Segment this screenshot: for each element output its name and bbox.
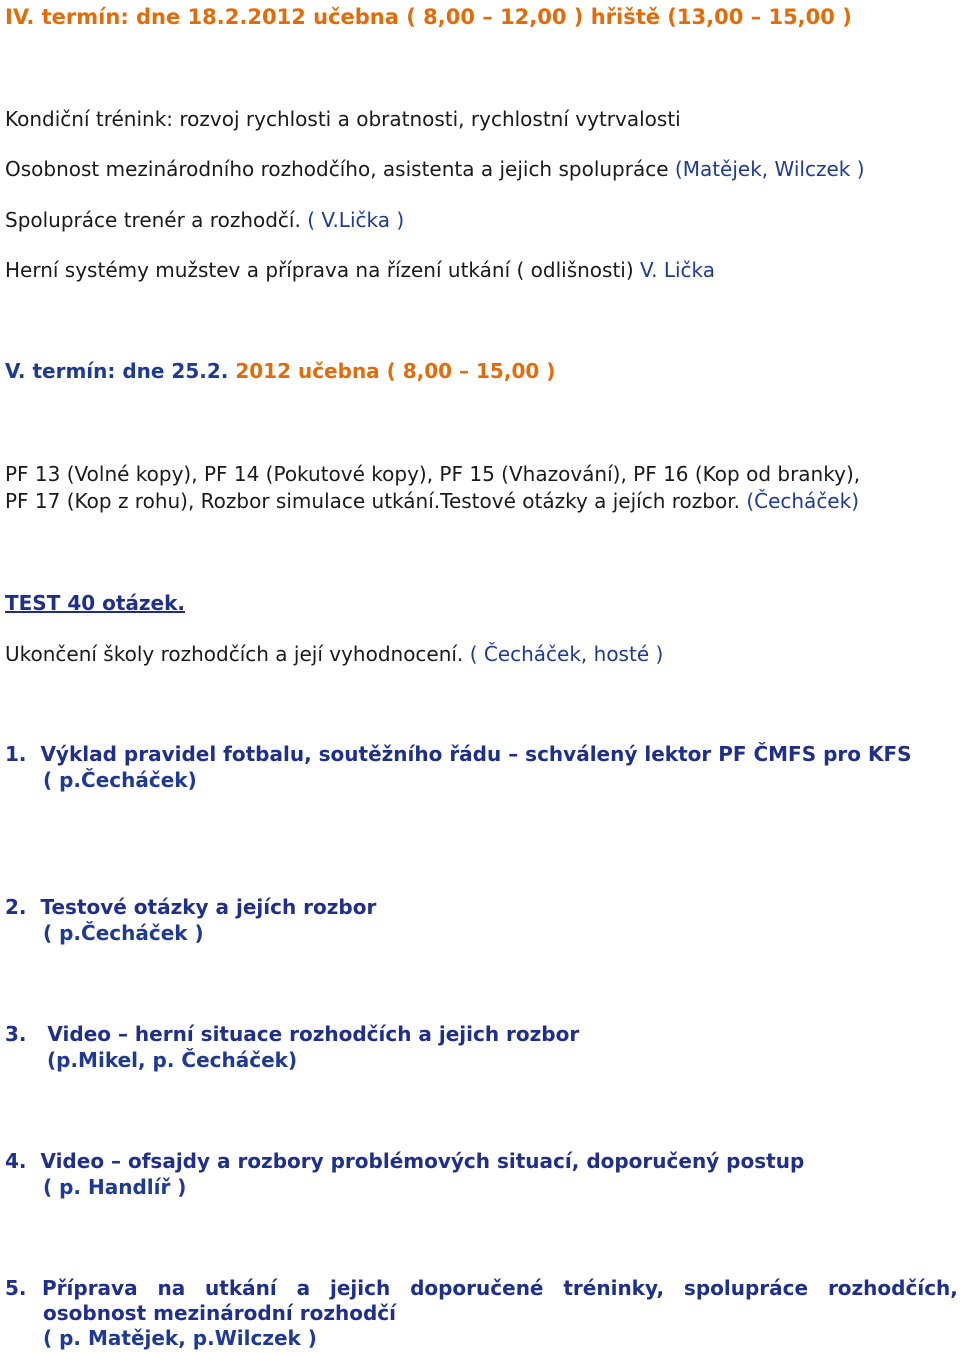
- item-5-word: na: [157, 1276, 186, 1300]
- item-4-number: 4.: [5, 1149, 27, 1173]
- item-2-title: [5, 894, 376, 920]
- item-4-lecturer: ( p. Handlíř ): [43, 1175, 187, 1199]
- term5-pf-line2: [5, 488, 859, 514]
- item-3-number: 3.: [5, 1022, 27, 1046]
- term4-line-cooperation: [5, 207, 404, 233]
- item-1-title: [5, 741, 912, 767]
- item-3-lecturer: (p.Mikel, p. Čecháček): [47, 1048, 298, 1072]
- term4-line-conditioning: Kondiční trénink: rozvoj rychlosti a obratnosti, rychlostní vytrvalosti: [5, 107, 681, 131]
- item-3-title: [5, 1021, 579, 1047]
- item-5-title-line1: [42, 1275, 958, 1301]
- term4-line-referee-personality: [5, 156, 865, 182]
- item-5-word: Příprava: [42, 1276, 138, 1300]
- term5-heading-schedule: 2012 učebna ( 8,00 – 15,00 ): [228, 359, 556, 383]
- item-2-number: 2.: [5, 895, 27, 919]
- item-5-word: rozhodčích,: [827, 1276, 958, 1300]
- item-5-word: doporučené: [410, 1276, 544, 1300]
- school-closing-line: [5, 641, 663, 667]
- item-1-text: Výklad pravidel fotbalu, soutěžního řádu – schválený lektor PF ČMFS pro KFS: [40, 742, 912, 766]
- term4-heading-schedule: 2012 učebna ( 8,00 – 12,00 ) hřiště (13,00 – 15,00 ): [247, 5, 852, 29]
- item-5-number: 5.: [5, 1276, 27, 1300]
- term4-heading: [5, 4, 852, 30]
- item-4-title: [5, 1148, 804, 1174]
- term5-pf-line2-text: PF 17 (Kop z rohu), Rozbor simulace utkání.Testové otázky a jejích rozbor.: [5, 489, 747, 513]
- item-5-title-line2: osobnost mezinárodní rozhodčí: [43, 1301, 396, 1325]
- item-5-word: spolupráce: [683, 1276, 809, 1300]
- term4-line3-text: Spolupráce trenér a rozhodčí.: [5, 208, 308, 232]
- item-4-text: Video – ofsajdy a rozbory problémových situací, doporučený postup: [40, 1149, 805, 1173]
- item-2-lecturer: ( p.Čecháček ): [43, 921, 204, 945]
- item-1-lecturer: ( p.Čecháček): [43, 768, 197, 792]
- term4-line4-lecturer: V. Lička: [640, 258, 715, 282]
- item-5-word: jejich: [329, 1276, 391, 1300]
- term4-line3-lecturer: ( V.Lička ): [307, 208, 405, 232]
- item-1-number: 1.: [5, 742, 27, 766]
- term4-heading-date: IV. termín: dne 18.2.: [5, 5, 248, 29]
- term4-line4-text: Herní systémy mužstev a příprava na řízení utkání ( odlišnosti): [5, 258, 640, 282]
- item-5-lecturer: ( p. Matějek, p.Wilczek ): [43, 1326, 317, 1350]
- closing-lecturer: ( Čecháček, hosté ): [469, 642, 664, 666]
- term5-heading: [5, 358, 555, 384]
- item-3-text: Video – herní situace rozhodčích a jejich rozbor: [47, 1022, 580, 1046]
- item-2-text: Testové otázky a jejích rozbor: [40, 895, 377, 919]
- term4-line2-text: Osobnost mezinárodního rozhodčího, asistenta a jejich spolupráce: [5, 157, 675, 181]
- closing-text: Ukončení školy rozhodčích a její vyhodnocení.: [5, 642, 470, 666]
- item-5-word: tréninky,: [563, 1276, 665, 1300]
- item-5-word: a: [296, 1276, 311, 1300]
- term5-heading-date: V. termín: dne 25.2.: [5, 359, 229, 383]
- term5-pf-line1: PF 13 (Volné kopy), PF 14 (Pokutové kopy), PF 15 (Vhazování), PF 16 (Kop od branky),: [5, 462, 861, 486]
- term4-line-game-systems: [5, 257, 715, 283]
- item-5-word: utkání: [205, 1276, 277, 1300]
- term5-pf-line2-lecturer: (Čecháček): [746, 489, 859, 513]
- test-heading: TEST 40 otázek.: [5, 591, 186, 615]
- term4-line2-lecturer: (Matějek, Wilczek ): [674, 157, 865, 181]
